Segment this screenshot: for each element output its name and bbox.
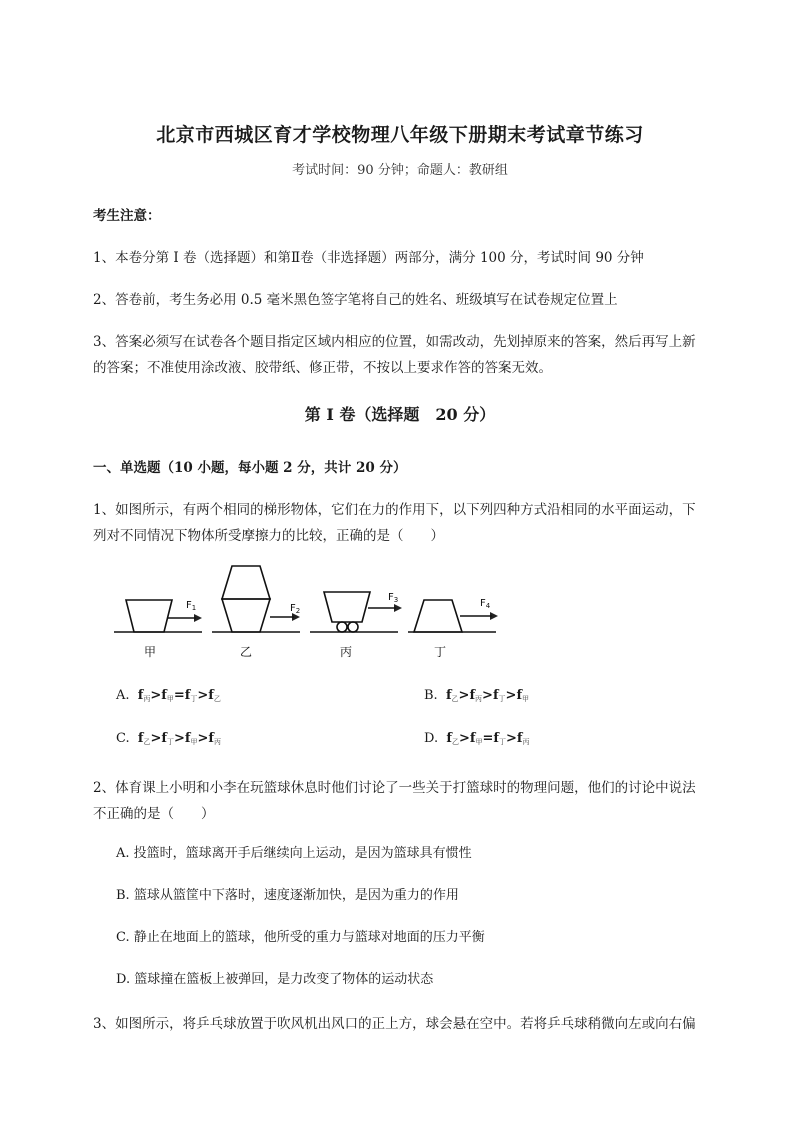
- question-2-option-a[interactable]: A. 投篮时，篮球离开手后继续向上运动，是因为篮球具有惯性: [116, 846, 472, 861]
- figure-caption-yi: 乙: [239, 645, 253, 659]
- force-label-1: $F_1$: [186, 600, 197, 612]
- force-label-4: $F_4$: [480, 598, 491, 610]
- question-1-option-d[interactable]: D. $f_乙>f_甲=f_丁>f_丙$: [424, 731, 530, 746]
- trapezoid-block: [126, 600, 172, 632]
- question-1-line-2: 列对不同情况下物体所受摩擦力的比较，正确的是（ ）: [93, 528, 444, 544]
- notice-heading: 考生注意：: [93, 208, 161, 224]
- trapezoid-block: [222, 599, 270, 632]
- notice-item-3-cont: 的答案；不准使用涂改液、胶带纸、修正带，不按以上要求作答的答案无效。: [93, 360, 552, 376]
- force-label-2: $F_2$: [290, 603, 301, 615]
- notice-item-1: 1、本卷分第 I 卷（选择题）和第Ⅱ卷（非选择题）两部分，满分 100 分，考试时间 90 分钟: [93, 250, 644, 266]
- exam-info: 考试时间：90 分钟；命题人：教研组: [292, 163, 508, 178]
- trapezoid-block: [414, 600, 462, 632]
- part-heading: 一、单选题（10 小题，每小题 2 分，共计 20 分）: [93, 460, 407, 476]
- question-3-line-1: 3、如图所示，将乒乓球放置于吹风机出风口的正上方，球会悬在空中。若将乒乓球稍微向左或向右偏: [93, 1016, 696, 1032]
- question-1-line-1: 1、如图所示，有两个相同的梯形物体，它们在力的作用下，以下列四种方式沿相同的水平面运动，下: [93, 502, 696, 518]
- roller: [337, 622, 347, 632]
- roller: [348, 622, 358, 632]
- question-2-option-b[interactable]: B. 篮球从篮筐中下落时，速度逐渐加快，是因为重力的作用: [116, 888, 459, 903]
- figure-caption-bing: 丙: [339, 645, 353, 659]
- question-2-line-1: 2、体育课上小明和小李在玩篮球休息时他们讨论了一些关于打篮球时的物理问题，他们的讨论中说法: [93, 780, 696, 796]
- force-label-3: $F_3$: [388, 592, 399, 604]
- question-1-figure: [110, 560, 510, 668]
- page-title: 北京市西城区育才学校物理八年级下册期末考试章节练习: [156, 124, 644, 146]
- question-2-option-c[interactable]: C. 静止在地面上的篮球，他所受的重力与篮球对地面的压力平衡: [116, 930, 485, 945]
- question-2-option-d[interactable]: D. 篮球撞在篮板上被弹回，是力改变了物体的运动状态: [116, 972, 434, 987]
- figure-caption-ding: 丁: [433, 645, 447, 659]
- question-2-line-2: 不正确的是（ ）: [93, 806, 215, 822]
- question-1-option-c[interactable]: C. $f_乙>f_丁>f_甲>f_丙$: [116, 731, 221, 746]
- question-1-option-a[interactable]: A. $f_丙>f_甲=f_丁>f_乙$: [116, 688, 221, 703]
- notice-item-3: 3、答案必须写在试卷各个题目指定区域内相应的位置，如需改动，先划掉原来的答案，然后再写上新: [93, 334, 696, 350]
- trapezoid-block: [222, 566, 270, 599]
- trapezoid-block: [324, 592, 370, 622]
- section-title: 第 I 卷（选择题 20 分）: [304, 405, 496, 424]
- question-1-option-b[interactable]: B. $f_乙>f_丙>f_丁>f_甲$: [424, 688, 530, 703]
- notice-item-2: 2、答卷前，考生务必用 0.5 毫米黑色签字笔将自己的姓名、班级填写在试卷规定位置上: [93, 292, 618, 308]
- figure-caption-jia: 甲: [143, 645, 157, 659]
